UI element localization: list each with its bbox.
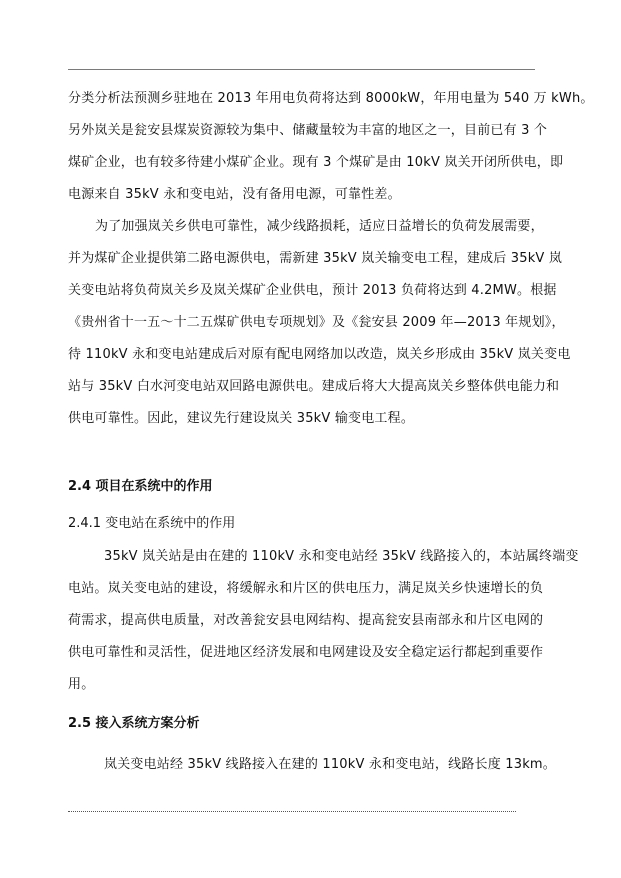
body-text-line: 待 110kV 永和变电站建成后对原有配电网络加以改造，岚关乡形成由 35kV 岚关变电 — [68, 347, 571, 362]
body-text-line: 分类分析法预测乡驻地在 2013 年用电负荷将达到 8000kW，年用电量为 540 万 kWh。 — [68, 91, 594, 106]
body-text-line: 供电可靠性和灵活性，促进地区经济发展和电网建设及安全稳定运行都起到重要作 — [68, 645, 544, 660]
body-text-line: 供电可靠性。因此，建议先行建设岚关 35kV 输变电工程。 — [68, 411, 415, 426]
body-text-line: 岚关变电站经 35kV 线路接入在建的 110kV 永和变电站，线路长度 13km。 — [104, 757, 556, 772]
footer-rule — [68, 811, 516, 812]
body-text-line: 电站。岚关变电站的建设，将缓解永和片区的供电压力，满足岚关乡快速增长的负 — [68, 581, 544, 596]
section-heading-2-4: 2.4 项目在系统中的作用 — [68, 479, 213, 494]
section-heading-2-4-1: 2.4.1 变电站在系统中的作用 — [68, 516, 236, 531]
header-rule — [68, 69, 535, 70]
body-text-line: 煤矿企业，也有较多待建小煤矿企业。现有 3 个煤矿是由 10kV 岚关开闭所供电，即 — [68, 155, 564, 170]
body-text-line: 荷需求，提高供电质量，对改善瓮安县电网结构、提高瓮安县南部永和片区电网的 — [68, 613, 544, 628]
body-text-line: 35kV 岚关站是由在建的 110kV 永和变电站经 35kV 线路接入的，本站属终端变 — [104, 549, 579, 564]
body-text-line: 为了加强岚关乡供电可靠性，减少线路损耗，适应日益增长的负荷发展需要， — [95, 219, 544, 234]
section-heading-2-5: 2.5 接入系统方案分析 — [68, 716, 200, 731]
body-text-line: 并为煤矿企业提供第二路电源供电，需新建 35kV 岚关输变电工程，建成后 35kV 岚 — [68, 251, 563, 266]
body-text-line: 电源来自 35kV 永和变电站，没有备用电源，可靠性差。 — [68, 187, 401, 202]
body-text-line: 关变电站将负荷岚关乡及岚关煤矿企业供电，预计 2013 负荷将达到 4.2MW。根据 — [68, 283, 557, 298]
body-text-line: 《贵州省十一五～十二五煤矿供电专项规划》及《瓮安县 2009 年—2013 年规划》， — [68, 315, 565, 330]
body-text-line: 站与 35kV 白水河变电站双回路电源供电。建成后将大大提高岚关乡整体供电能力和 — [68, 379, 560, 394]
body-text-line: 另外岚关是瓮安县煤炭资源较为集中、储藏量较为丰富的地区之一，目前已有 3 个 — [68, 123, 548, 138]
body-text-line: 用。 — [68, 677, 95, 692]
